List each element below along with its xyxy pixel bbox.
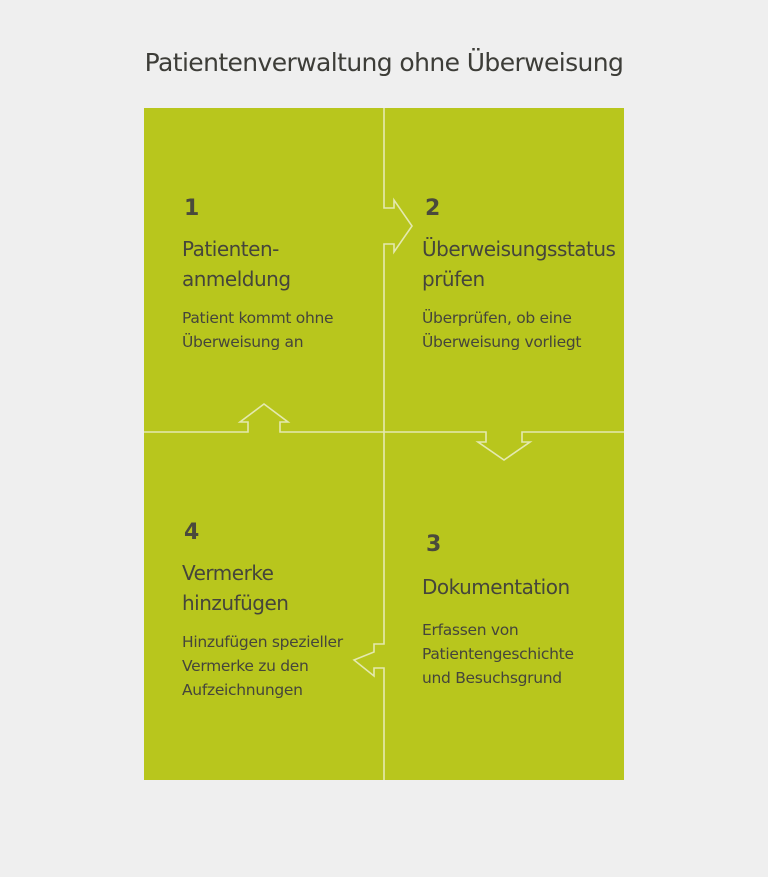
step-3 xyxy=(384,432,624,780)
step-description: Hinzufügen spezieller Vermerke zu den Aufzeichnungen xyxy=(182,633,343,699)
step-description: Überprüfen, ob eine Überweisung vorliegt xyxy=(422,309,582,351)
step-number: 1 xyxy=(184,196,200,221)
step-number: 3 xyxy=(426,532,442,557)
step-1 xyxy=(144,108,384,432)
step-title: Patienten- anmeldung xyxy=(182,237,291,291)
step-title: Überweisungsstatus prüfen xyxy=(422,237,616,291)
step-description: Erfassen von Patientengeschichte und Besuchsgrund xyxy=(422,621,574,687)
step-number: 2 xyxy=(425,196,441,221)
step-2 xyxy=(384,108,624,432)
step-title: Vermerke hinzufügen xyxy=(182,561,289,615)
step-title: Dokumentation xyxy=(422,575,570,599)
step-description: Patient kommt ohne Überweisung an xyxy=(182,309,334,351)
step-4 xyxy=(144,432,384,780)
diagram-title: Patientenverwaltung ohne Überweisung xyxy=(144,48,624,77)
step-number: 4 xyxy=(184,520,200,545)
process-grid xyxy=(144,108,624,780)
